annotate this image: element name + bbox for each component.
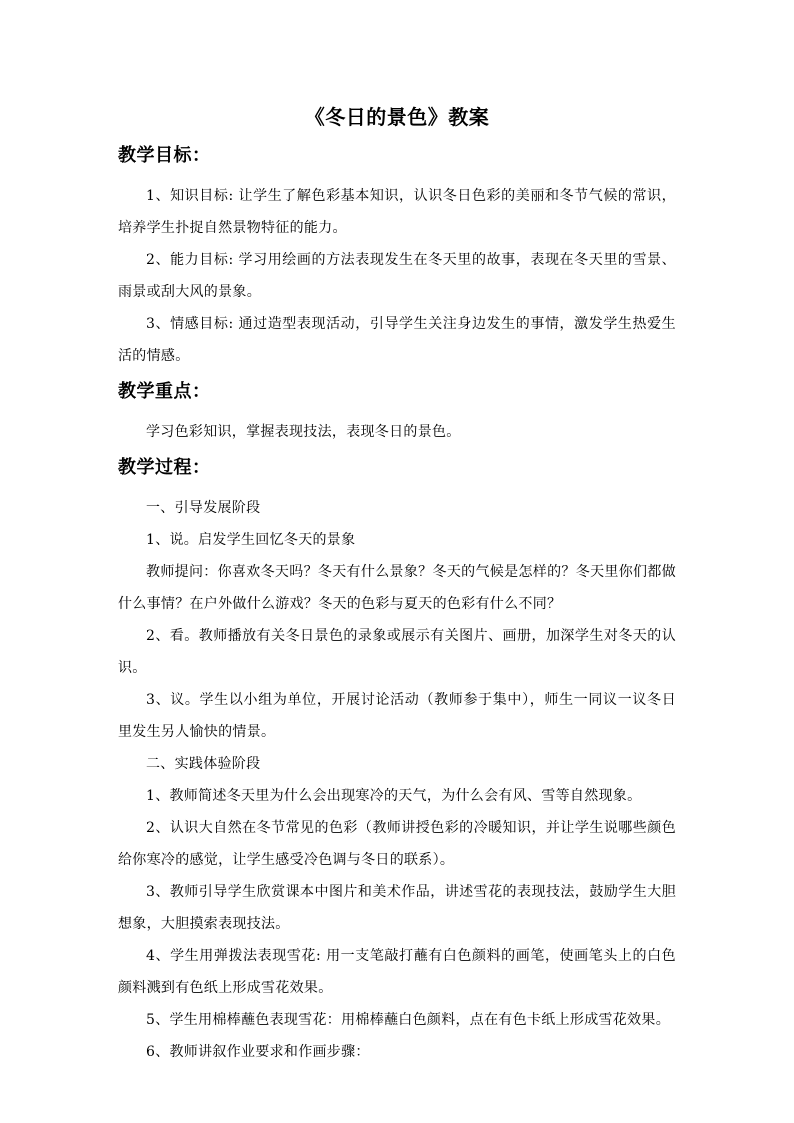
process-practice-2: 2、认识大自然在冬节常见的色彩（教师讲授色彩的冷暖知识，并让学生说哪些颜色给你寒冷的感觉，让学生感受冷色调与冬日的联系）。 <box>118 820 676 868</box>
process-practice-4: 4、学生用弹拨法表现雪花: 用一支笔敲打蘸有白色颜料的画笔，使画笔头上的白色颜料溅到有色纸上形成雪花效果。 <box>118 948 676 996</box>
process-step-discuss: 3、议。学生以小组为单位，开展讨论活动（教师参于集中），师生一同议一议冬日里发生另人愉快的情景。 <box>118 692 676 740</box>
document-title: 《冬日的景色》教案 <box>304 105 490 129</box>
process-practice-6: 6、教师讲叙作业要求和作画步骤： <box>146 1044 370 1060</box>
process-practice-3: 3、教师引导学生欣赏课本中图片和美术作品，讲述雪花的表现技法，鼓励学生大胆想象，大胆摸索表现技法。 <box>118 884 676 932</box>
section-heading-objectives: 教学目标： <box>118 145 211 166</box>
section-heading-process: 教学过程： <box>118 457 211 478</box>
objective-emotion: 3、情感目标: 通过造型表现活动，引导学生关注身边发生的事情，激发学生热爱生活的情感。 <box>118 316 676 364</box>
objective-knowledge: 1、知识目标: 让学生了解色彩基本知识，认识冬日色彩的美丽和冬节气候的常识，培养学生扑捉自然景物特征的能力。 <box>118 188 676 236</box>
key-point-item: 学习色彩知识，掌握表现技法，表现冬日的景色。 <box>146 424 461 440</box>
section-heading-key-points: 教学重点： <box>118 381 211 402</box>
process-step-speak: 1、说。启发学生回忆冬天的景象 <box>146 532 356 548</box>
process-practice-5: 5、学生用棉棒蘸色表现雪花：用棉棒蘸白色颜料，点在有色卡纸上形成雪花效果。 <box>146 1012 671 1028</box>
process-stage-1-heading: 一、引导发展阶段 <box>146 500 261 516</box>
process-practice-1: 1、教师简述冬天里为什么会出现寒冷的天气，为什么会有风、雪等自然现象。 <box>146 788 642 804</box>
document-body <box>118 98 676 1068</box>
objective-ability: 2、能力目标: 学习用绘画的方法表现发生在冬天里的故事，表现在冬天里的雪景、雨景或刮大风的景象。 <box>118 252 676 300</box>
process-teacher-questions: 教师提问：你喜欢冬天吗？冬天有什么景象？冬天的气候是怎样的？冬天里你们都做什么事情？在户外做什么游戏？冬天的色彩与夏天的色彩有什么不同？ <box>118 564 676 612</box>
process-step-watch: 2、看。教师播放有关冬日景色的录象或展示有关图片、画册，加深学生对冬天的认识。 <box>118 628 676 676</box>
process-stage-2-heading: 二、实践体验阶段 <box>146 756 261 772</box>
